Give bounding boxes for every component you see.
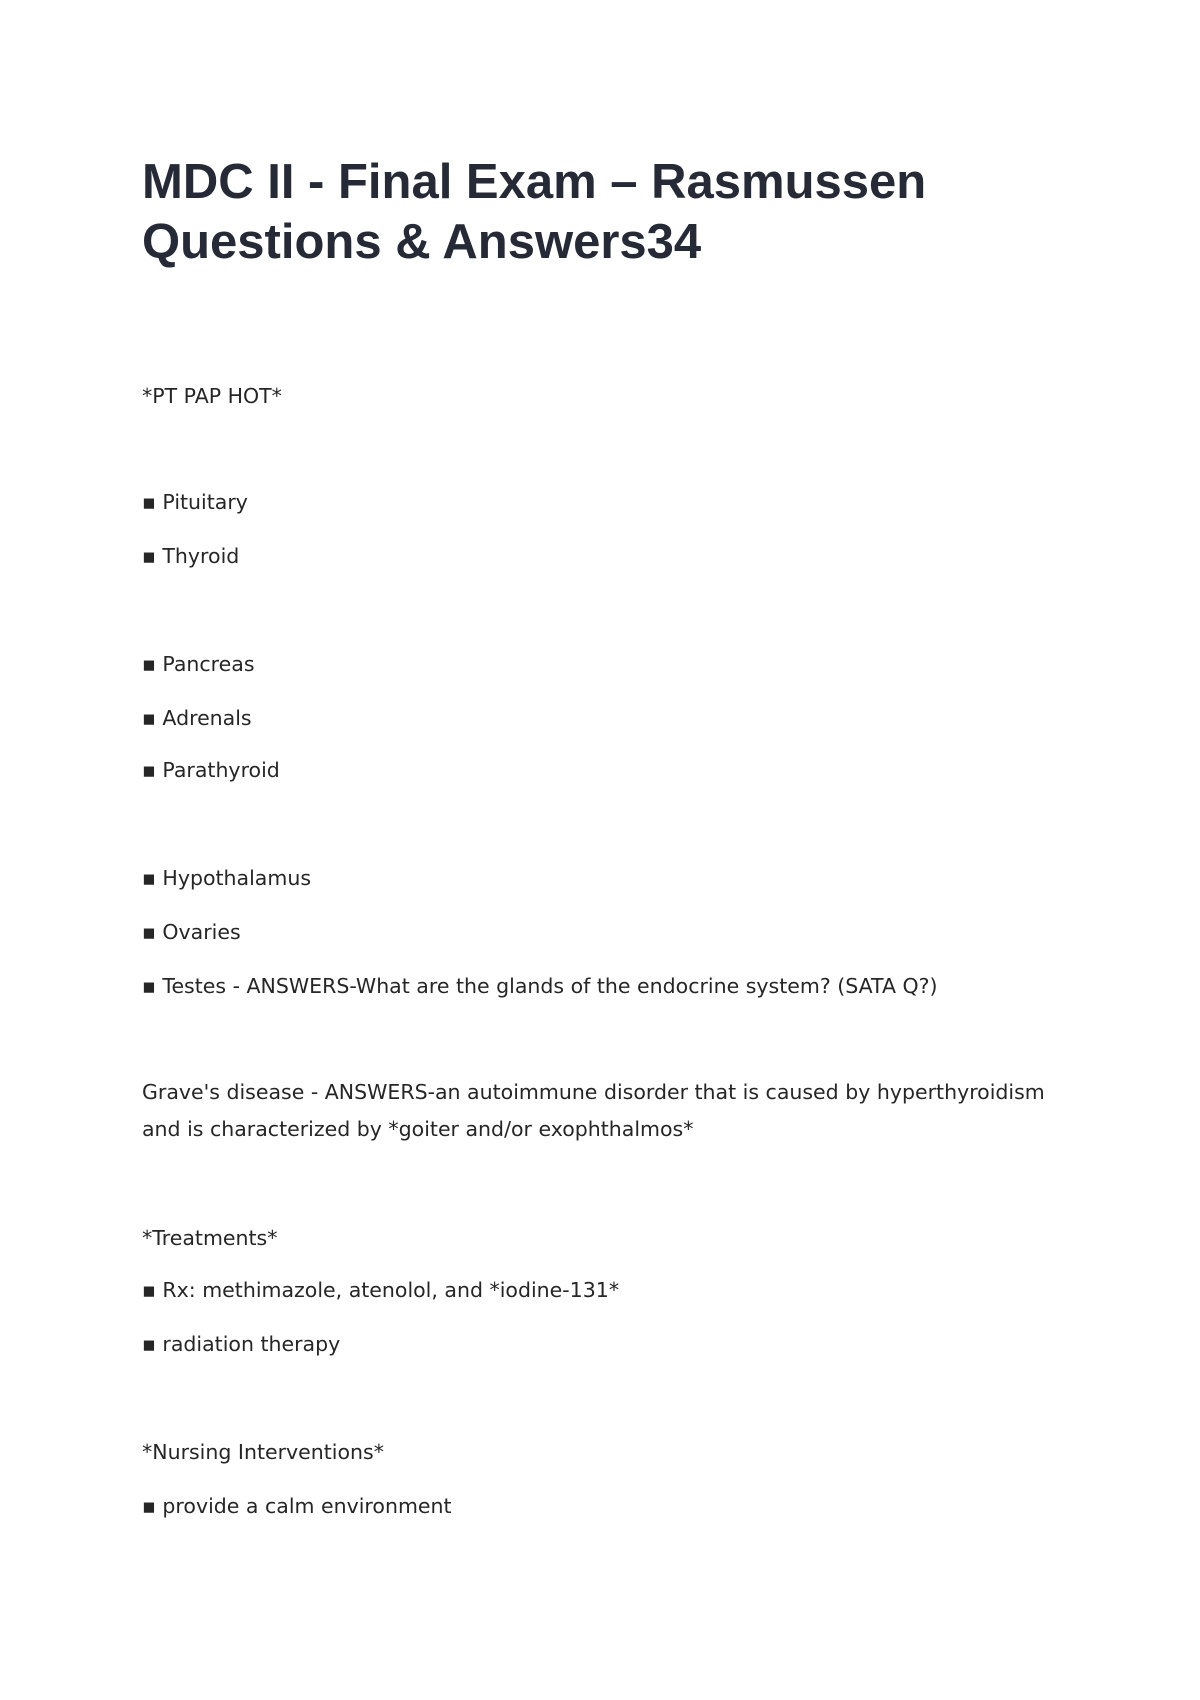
gland-item-adrenals: ▪ Adrenals [142, 706, 252, 730]
treatment-item-rx: ▪ Rx: methimazole, atenolol, and *iodine-131* [142, 1278, 620, 1302]
gland-item-parathyroid: ▪ Parathyroid [142, 758, 280, 782]
gland-item-thyroid: ▪ Thyroid [142, 544, 240, 568]
graves-disease-paragraph: Grave's disease - ANSWERS-an autoimmune disorder that is caused by hyperthyroidism and is characterized by *goiter and/or exophthalmos* [142, 1080, 1045, 1141]
gland-item-pituitary: ▪ Pituitary [142, 490, 248, 514]
title-line-1: MDC II - Final Exam – Rasmussen [142, 155, 927, 209]
mnemonic-text: *PT PAP HOT* [142, 384, 282, 408]
nursing-interventions-heading: *Nursing Interventions* [142, 1440, 384, 1464]
gland-item-pancreas: ▪ Pancreas [142, 652, 255, 676]
title-line-2: Questions & Answers34 [142, 215, 702, 269]
gland-item-hypothalamus: ▪ Hypothalamus [142, 866, 312, 890]
treatments-heading: *Treatments* [142, 1226, 278, 1250]
document-title [142, 152, 1082, 272]
gland-item-ovaries: ▪ Ovaries [142, 920, 241, 944]
nursing-item-calm-environment: ▪ provide a calm environment [142, 1494, 452, 1518]
treatment-item-radiation: ▪ radiation therapy [142, 1332, 341, 1356]
gland-item-testes-answer: ▪ Testes - ANSWERS-What are the glands of the endocrine system? (SATA Q?) [142, 974, 938, 998]
